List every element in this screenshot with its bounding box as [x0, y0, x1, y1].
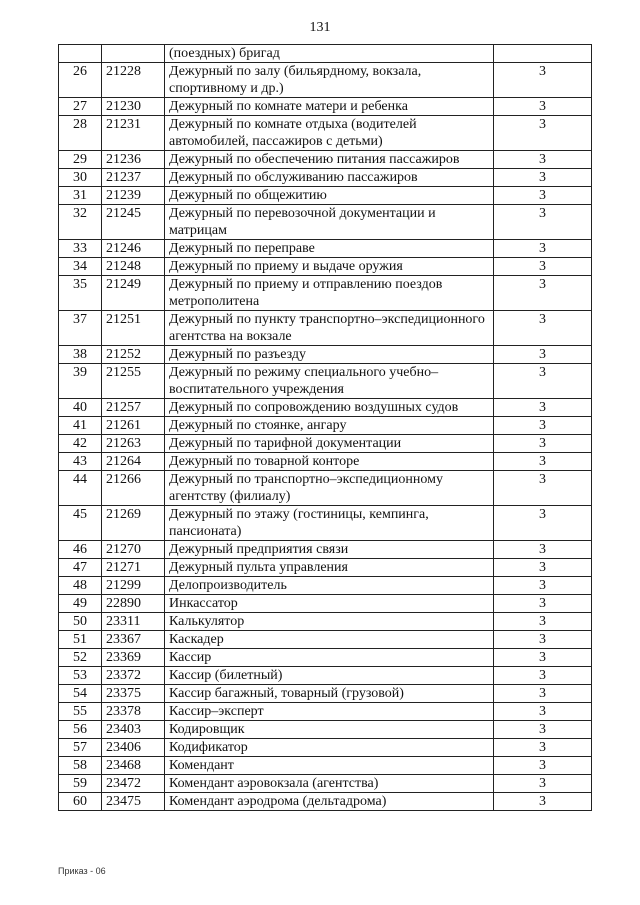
table-row: [59, 577, 592, 595]
code-cell: 21230: [102, 98, 165, 116]
row-number-cell: 53: [59, 667, 102, 685]
grade-cell: 3: [494, 205, 592, 240]
table-row: [59, 667, 592, 685]
code-cell: 21246: [102, 240, 165, 258]
row-number-cell: 31: [59, 187, 102, 205]
row-number-cell: 48: [59, 577, 102, 595]
row-number-cell: 58: [59, 757, 102, 775]
code-cell: 21245: [102, 205, 165, 240]
profession-name-cell: Дежурный по приему и выдаче оружия: [165, 258, 494, 276]
profession-name-cell: Кассир (билетный): [165, 667, 494, 685]
grade-cell: [494, 45, 592, 63]
profession-name-cell: Дежурный по комнате отдыха (водителей автомобилей, пассажиров с детьми): [165, 116, 494, 151]
profession-name-cell: Дежурный по обслуживанию пассажиров: [165, 169, 494, 187]
code-cell: 23406: [102, 739, 165, 757]
profession-name-cell: Дежурный по стоянке, ангару: [165, 417, 494, 435]
code-cell: 23403: [102, 721, 165, 739]
table-row: [59, 506, 592, 541]
grade-cell: 3: [494, 685, 592, 703]
footer-note: Приказ - 06: [58, 866, 106, 876]
profession-name-cell: Дежурный предприятия связи: [165, 541, 494, 559]
grade-cell: 3: [494, 595, 592, 613]
row-number-cell: 38: [59, 346, 102, 364]
grade-cell: 3: [494, 276, 592, 311]
row-number-cell: 52: [59, 649, 102, 667]
profession-table: [58, 44, 592, 811]
profession-name-cell: Каскадер: [165, 631, 494, 649]
grade-cell: 3: [494, 116, 592, 151]
profession-name-cell: Дежурный по перевозочной документации и матрицам: [165, 205, 494, 240]
code-cell: 21237: [102, 169, 165, 187]
table-row: [59, 45, 592, 63]
profession-name-cell: Кассир–эксперт: [165, 703, 494, 721]
profession-name-cell: Калькулятор: [165, 613, 494, 631]
code-cell: 21252: [102, 346, 165, 364]
profession-name-cell: Дежурный пульта управления: [165, 559, 494, 577]
page-number: 131: [309, 20, 331, 35]
table-row: [59, 151, 592, 169]
code-cell: 21248: [102, 258, 165, 276]
grade-cell: 3: [494, 667, 592, 685]
code-cell: 21257: [102, 399, 165, 417]
row-number-cell: 32: [59, 205, 102, 240]
profession-name-cell: Дежурный по залу (бильярдному, вокзала, спортивному и др.): [165, 63, 494, 98]
profession-name-cell: Комендант аэровокзала (агентства): [165, 775, 494, 793]
row-number-cell: 57: [59, 739, 102, 757]
profession-name-cell: Комендант аэродрома (дельтадрома): [165, 793, 494, 811]
profession-name-cell: Дежурный по разъезду: [165, 346, 494, 364]
grade-cell: 3: [494, 169, 592, 187]
code-cell: 21239: [102, 187, 165, 205]
code-cell: 23378: [102, 703, 165, 721]
table-row: [59, 453, 592, 471]
grade-cell: 3: [494, 757, 592, 775]
profession-name-cell: Дежурный по этажу (гостиницы, кемпинга, пансионата): [165, 506, 494, 541]
grade-cell: 3: [494, 559, 592, 577]
profession-name-cell: (поездных) бригад: [165, 45, 494, 63]
table-row: [59, 276, 592, 311]
code-cell: 21269: [102, 506, 165, 541]
table-row: [59, 757, 592, 775]
code-cell: [102, 45, 165, 63]
row-number-cell: 29: [59, 151, 102, 169]
code-cell: 23472: [102, 775, 165, 793]
table-row: [59, 98, 592, 116]
code-cell: 23468: [102, 757, 165, 775]
table-row: [59, 739, 592, 757]
table-row: [59, 346, 592, 364]
profession-name-cell: Комендант: [165, 757, 494, 775]
row-number-cell: 43: [59, 453, 102, 471]
grade-cell: 3: [494, 399, 592, 417]
profession-name-cell: Дежурный по переправе: [165, 240, 494, 258]
profession-name-cell: Дежурный по пункту транспортно–экспедиционного агентства на вокзале: [165, 311, 494, 346]
row-number-cell: 33: [59, 240, 102, 258]
profession-name-cell: Дежурный по сопровождению воздушных судов: [165, 399, 494, 417]
table-row: [59, 595, 592, 613]
table-row: [59, 169, 592, 187]
profession-name-cell: Дежурный по обеспечению питания пассажиров: [165, 151, 494, 169]
row-number-cell: 50: [59, 613, 102, 631]
profession-name-cell: Кодификатор: [165, 739, 494, 757]
code-cell: 23369: [102, 649, 165, 667]
row-number-cell: 47: [59, 559, 102, 577]
code-cell: 21236: [102, 151, 165, 169]
grade-cell: 3: [494, 98, 592, 116]
row-number-cell: [59, 45, 102, 63]
code-cell: 21249: [102, 276, 165, 311]
row-number-cell: 40: [59, 399, 102, 417]
grade-cell: 3: [494, 435, 592, 453]
table-row: [59, 631, 592, 649]
profession-name-cell: Кассир багажный, товарный (грузовой): [165, 685, 494, 703]
table-body: [59, 45, 592, 811]
table-row: [59, 63, 592, 98]
table-row: [59, 435, 592, 453]
table-row: [59, 649, 592, 667]
row-number-cell: 51: [59, 631, 102, 649]
profession-name-cell: Дежурный по комнате матери и ребенка: [165, 98, 494, 116]
row-number-cell: 44: [59, 471, 102, 506]
table-row: [59, 417, 592, 435]
grade-cell: 3: [494, 240, 592, 258]
table-row: [59, 116, 592, 151]
code-cell: 21299: [102, 577, 165, 595]
grade-cell: 3: [494, 793, 592, 811]
table-row: [59, 793, 592, 811]
row-number-cell: 59: [59, 775, 102, 793]
code-cell: 21255: [102, 364, 165, 399]
grade-cell: 3: [494, 631, 592, 649]
grade-cell: 3: [494, 187, 592, 205]
code-cell: 23372: [102, 667, 165, 685]
table-row: [59, 399, 592, 417]
profession-name-cell: Инкассатор: [165, 595, 494, 613]
row-number-cell: 37: [59, 311, 102, 346]
row-number-cell: 39: [59, 364, 102, 399]
grade-cell: 3: [494, 453, 592, 471]
code-cell: 23367: [102, 631, 165, 649]
grade-cell: 3: [494, 775, 592, 793]
grade-cell: 3: [494, 541, 592, 559]
row-number-cell: 27: [59, 98, 102, 116]
row-number-cell: 54: [59, 685, 102, 703]
profession-name-cell: Делопроизводитель: [165, 577, 494, 595]
code-cell: 23375: [102, 685, 165, 703]
table-row: [59, 240, 592, 258]
grade-cell: 3: [494, 151, 592, 169]
row-number-cell: 55: [59, 703, 102, 721]
profession-name-cell: Кассир: [165, 649, 494, 667]
profession-name-cell: Дежурный по режиму специального учебно–воспитательного учреждения: [165, 364, 494, 399]
code-cell: 21266: [102, 471, 165, 506]
code-cell: 21231: [102, 116, 165, 151]
grade-cell: 3: [494, 721, 592, 739]
code-cell: 21270: [102, 541, 165, 559]
row-number-cell: 41: [59, 417, 102, 435]
row-number-cell: 49: [59, 595, 102, 613]
grade-cell: 3: [494, 311, 592, 346]
row-number-cell: 28: [59, 116, 102, 151]
grade-cell: 3: [494, 63, 592, 98]
code-cell: 21251: [102, 311, 165, 346]
row-number-cell: 46: [59, 541, 102, 559]
table-row: [59, 703, 592, 721]
row-number-cell: 34: [59, 258, 102, 276]
profession-name-cell: Дежурный по тарифной документации: [165, 435, 494, 453]
code-cell: 21261: [102, 417, 165, 435]
table-row: [59, 258, 592, 276]
table-row: [59, 721, 592, 739]
grade-cell: 3: [494, 346, 592, 364]
grade-cell: 3: [494, 739, 592, 757]
row-number-cell: 56: [59, 721, 102, 739]
grade-cell: 3: [494, 649, 592, 667]
code-cell: 22890: [102, 595, 165, 613]
grade-cell: 3: [494, 364, 592, 399]
table-row: [59, 775, 592, 793]
code-cell: 21271: [102, 559, 165, 577]
table-row: [59, 685, 592, 703]
profession-name-cell: Дежурный по общежитию: [165, 187, 494, 205]
profession-name-cell: Дежурный по приему и отправлению поездов метрополитена: [165, 276, 494, 311]
row-number-cell: 35: [59, 276, 102, 311]
row-number-cell: 30: [59, 169, 102, 187]
grade-cell: 3: [494, 258, 592, 276]
code-cell: 21228: [102, 63, 165, 98]
table-row: [59, 559, 592, 577]
row-number-cell: 26: [59, 63, 102, 98]
grade-cell: 3: [494, 471, 592, 506]
row-number-cell: 42: [59, 435, 102, 453]
grade-cell: 3: [494, 417, 592, 435]
table-row: [59, 471, 592, 506]
code-cell: 23475: [102, 793, 165, 811]
table-row: [59, 364, 592, 399]
table-row: [59, 205, 592, 240]
row-number-cell: 45: [59, 506, 102, 541]
table-row: [59, 187, 592, 205]
row-number-cell: 60: [59, 793, 102, 811]
code-cell: 23311: [102, 613, 165, 631]
profession-name-cell: Дежурный по товарной конторе: [165, 453, 494, 471]
code-cell: 21263: [102, 435, 165, 453]
table-row: [59, 311, 592, 346]
grade-cell: 3: [494, 506, 592, 541]
grade-cell: 3: [494, 613, 592, 631]
code-cell: 21264: [102, 453, 165, 471]
profession-name-cell: Кодировщик: [165, 721, 494, 739]
grade-cell: 3: [494, 703, 592, 721]
table-row: [59, 541, 592, 559]
table-row: [59, 613, 592, 631]
profession-name-cell: Дежурный по транспортно–экспедиционному агентству (филиалу): [165, 471, 494, 506]
grade-cell: 3: [494, 577, 592, 595]
